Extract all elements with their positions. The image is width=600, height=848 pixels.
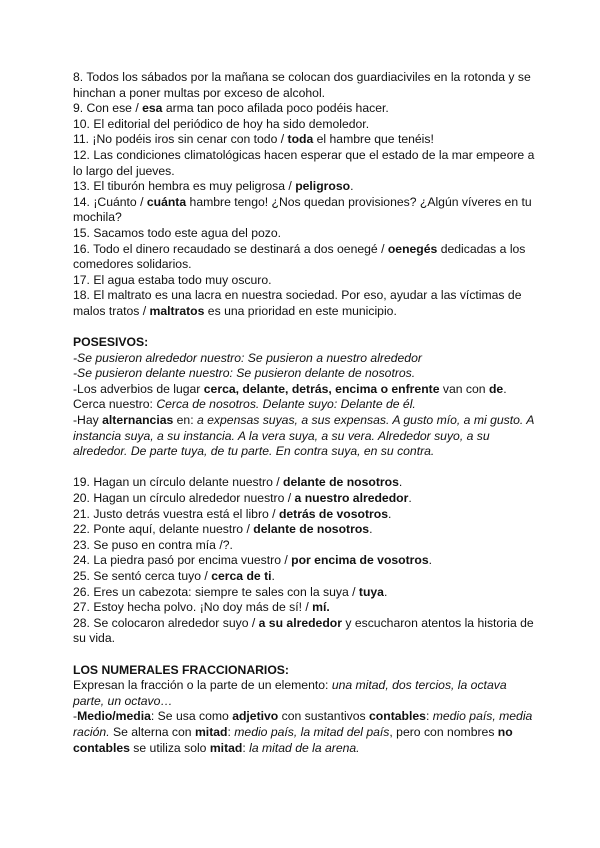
item-answer: a su alrededor [258,615,342,630]
item-answer: oenegés [387,241,438,256]
example-text: -Se pusieron alrededor nuestro: Se pusieron a nuestro alrededor [73,350,422,365]
italic-run: la mitad de la arena. [249,740,360,755]
bold-run: Medio/media [77,709,151,724]
italic-run: una mitad, dos tercios, la octava parte, un octavo… [73,678,507,708]
paragraph [73,382,535,398]
italic-run: a expensas suyas, a sus expensas. A gusto mío, a mi gusto. A instancia suya, a su instancia. A la vera suya, a su vera. Alrededor suyo, a su alrededor. De parte tuya, de tu parte. En contra suya, en su contra. [73,413,534,459]
paragraph [73,709,535,756]
item-text: 17. El agua estaba todo muy oscuro. [73,272,272,287]
item-text: 8. Todos los sábados por la mañana se colocan dos guardiaciviles en la rotonda y se hinchan a poner multas por exceso de alcohol. [73,70,531,100]
text-run: Cerca nuestro: [73,397,157,412]
item-text: 12. Las condiciones climatológicas hacen esperar que el estado de la mar empeore a lo largo del jueves. [73,147,535,178]
bold-run: cerca, delante, detrás, encima o enfrente [203,381,440,396]
item-answer: detrás de vosotros [278,506,388,521]
list-item [73,70,535,101]
text-run: : [242,740,250,755]
text-run: -Los adverbios de lugar [73,381,204,396]
text-run: . [503,381,507,396]
section-spacer [73,320,535,336]
item-text-end: arma tan poco afilada poco podéis hacer. [162,101,389,116]
list-item [73,179,535,195]
section-numerales [73,663,535,757]
item-text-end: . [408,491,412,506]
list-item [73,522,535,538]
exercise-list-a [73,70,535,320]
item-text: 25. Se sentó cerca tuyo / [73,569,212,583]
item-text: 18. El maltrato es una lacra en nuestra sociedad. Por eso, ayudar a las víctimas de malos tratos / [73,288,522,318]
item-answer: tuya [358,584,384,599]
exercise-list-b [73,475,535,647]
item-answer: delante de nosotros [253,522,370,537]
item-text: 26. Eres un cabezota: siempre te sales con la suya / [73,584,359,599]
item-text: 22. Ponte aquí, delante nuestro / [73,522,254,537]
paragraph [73,413,535,460]
italic-run: medio país, media ración. [73,709,533,739]
item-text-end: dedicadas a los comedores solidarios. [73,241,526,272]
item-text: 24. La piedra pasó por encima vuestro / [73,553,292,568]
italic-run: Cerca de nosotros. Delante suyo: Delante de él. [156,397,416,412]
bold-run: mitad [209,740,243,755]
item-text: 13. El tiburón hembra es muy peligrosa / [73,179,296,194]
item-text: 28. Se colocaron alrededor suyo / [73,615,259,630]
item-text-end: . [398,475,403,490]
item-text: 23. Se puso en contra mía /?. [73,537,233,552]
text-run: van con [439,381,489,396]
list-item [73,538,535,554]
document-content [73,70,535,756]
item-text-end: . [388,506,392,521]
item-text: 14. ¡Cuánto / [73,194,147,209]
item-text-end: el hambre que tenéis! [313,132,434,147]
section-heading: POSESIVOS: [73,335,149,350]
bold-run: adjetivo [232,709,279,724]
item-text-end: . [271,569,275,583]
item-text-end: hambre tengo! ¿Nos quedan provisiones? ¿Algún víveres en tu mochila? [73,194,532,225]
item-answer: esa [142,101,163,116]
item-text: 21. Justo detrás vuestra está el libro / [73,506,279,521]
item-answer: toda [287,132,314,147]
item-text: 27. Estoy hecha polvo. ¡No doy más de sí! / [73,600,313,615]
item-text: 15. Sacamos todo este agua del pozo. [73,225,282,240]
paragraph [73,397,535,413]
item-text-end: es una prioridad en este municipio. [204,303,397,318]
item-answer: maltratos [149,303,205,318]
item-text: 10. El editorial del periódico de hoy ha sido demoledor. [73,116,370,131]
list-item [73,475,535,491]
bold-run: mitad [194,724,228,739]
list-item [73,148,535,179]
section-spacer [73,460,535,476]
item-text-end: . [383,584,388,599]
item-answer: por encima de vosotros [291,553,429,568]
bold-run: no contables [73,724,513,755]
text-run: -Hay [73,413,103,428]
list-item [73,585,535,601]
item-text-end: . [350,179,354,194]
list-item [73,507,535,523]
list-item [73,616,535,647]
list-item [73,569,535,585]
text-run: : [425,709,433,724]
item-answer: cuánta [146,194,187,209]
text-run: , pero con nombres [389,724,498,739]
list-item [73,600,535,616]
paragraph [73,366,535,382]
list-item [73,117,535,133]
list-item [73,491,535,507]
text-run: se utiliza solo [129,740,210,755]
item-text: 20. Hagan un círculo alrededor nuestro / [73,491,295,506]
list-item [73,273,535,289]
item-answer: mí. [312,600,330,615]
text-run: : Se usa como [150,709,233,724]
list-item [73,553,535,569]
list-item [73,132,535,148]
section-posesivos [73,335,535,460]
bold-run: contables [369,709,426,724]
item-answer: peligroso [295,179,351,194]
item-text: 11. ¡No podéis iros sin cenar con todo / [73,132,288,147]
list-item [73,242,535,273]
paragraph [73,351,535,367]
example-text: -Se pusieron delante nuestro: Se pusieron delante de nosotros. [73,366,416,381]
italic-run: medio país, la mitad del país [234,724,390,739]
paragraph [73,678,535,709]
text-run: Se alterna con [109,724,195,739]
text-run: Expresan la fracción o la parte de un elemento: [73,678,332,693]
list-item [73,288,535,319]
bold-run: de [488,381,504,396]
section-heading: LOS NUMERALES FRACCIONARIOS: [73,662,289,677]
list-item [73,101,535,117]
list-item [73,226,535,242]
item-answer: cerca de ti [211,569,272,583]
item-text: 9. Con ese / [73,101,143,116]
section-spacer [73,647,535,663]
item-answer: delante de nosotros [283,475,399,490]
item-text: 16. Todo el dinero recaudado se destinará a dos oenegé / [73,241,388,256]
text-run: : [227,724,235,739]
item-answer: a nuestro alrededor [294,491,409,506]
list-item [73,195,535,226]
text-run: - [73,709,78,724]
text-run: en: [173,413,197,428]
item-text-end: y escucharon atentos la historia de su vida. [73,615,534,646]
text-run: con sustantivos [278,709,370,724]
bold-run: alternancias [102,413,174,428]
item-text-end: . [428,553,433,568]
item-text-end: . [369,522,373,537]
item-text: 19. Hagan un círculo delante nuestro / [73,475,284,490]
